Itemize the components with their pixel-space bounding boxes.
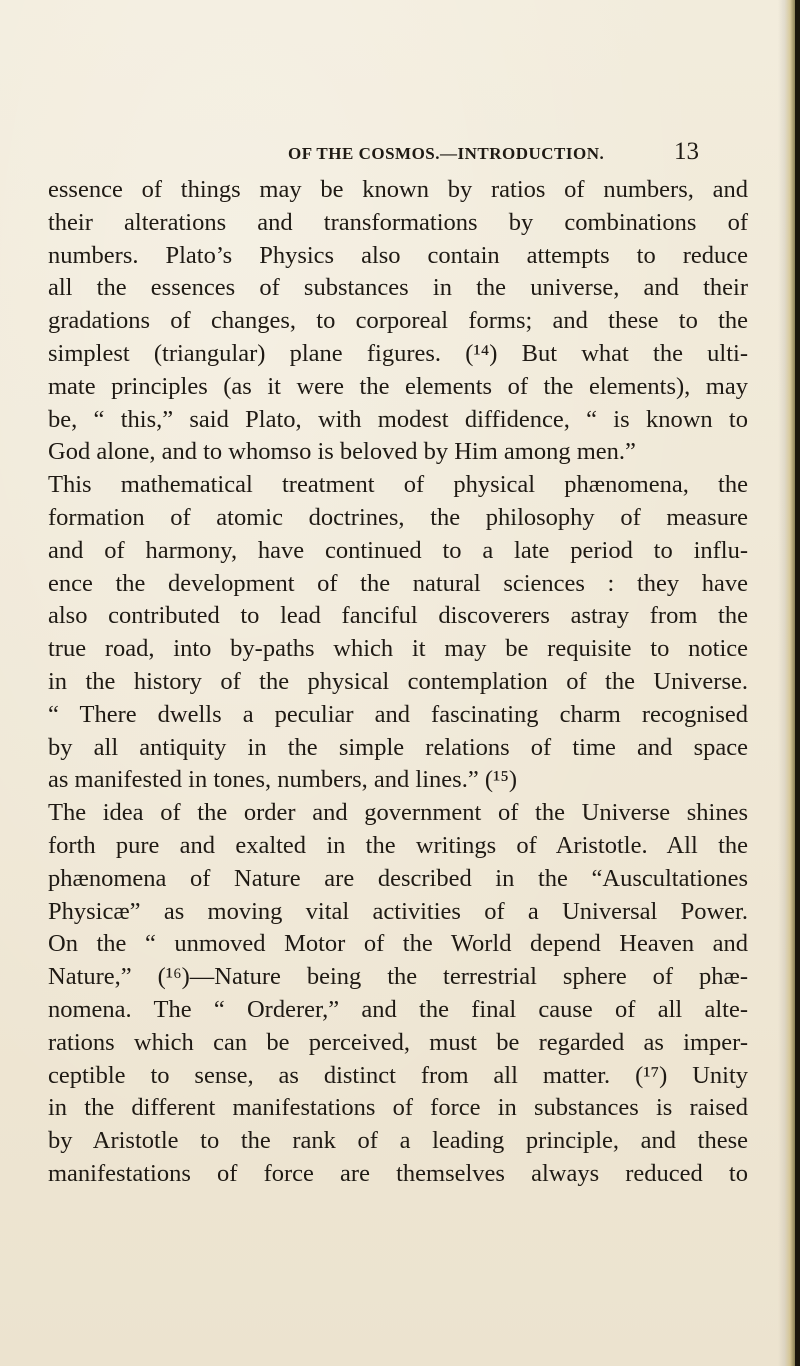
text-line: This mathematical treatment of physical phænomena, the [48, 471, 748, 499]
text-line: their alterations and transformations by combinations of [48, 208, 748, 236]
text-line: On the “ unmoved Motor of the World depend Heaven and [48, 930, 748, 958]
text-line: be, “ this,” said Plato, with modest diffidence, “ is known to [48, 405, 748, 433]
text-line: ceptible to sense, as distinct from all matter. (¹⁷) Unity [48, 1061, 748, 1089]
text-line: nomena. The “ Orderer,” and the final cause of all alte- [48, 995, 748, 1023]
text-line: The idea of the order and government of the Universe shines [48, 799, 748, 827]
text-line: and of harmony, have continued to a late period to influ- [48, 536, 748, 564]
text-line: gradations of changes, to corporeal forms; and these to the [48, 307, 748, 335]
text-line: Nature,” (¹⁶)—Nature being the terrestrial sphere of phæ- [48, 963, 748, 991]
running-head: OF THE COSMOS.—INTRODUCTION. [288, 144, 605, 163]
page-number: 13 [674, 138, 699, 165]
page-header [0, 138, 800, 168]
text-line: in the history of the physical contemplation of the Universe. [48, 667, 748, 695]
text-line: by all antiquity in the simple relations of time and space [48, 733, 748, 761]
text-line: ence the development of the natural sciences : they have [48, 569, 748, 597]
text-line: mate principles (as it were the elements of the elements), may [48, 372, 748, 400]
text-line: numbers. Plato’s Physics also contain attempts to reduce [48, 241, 748, 269]
text-line: Physicæ” as moving vital activities of a Universal Power. [48, 897, 748, 925]
text-line: God alone, and to whomso is beloved by Him among men.” [48, 438, 636, 466]
text-line: as manifested in tones, numbers, and lines.” (¹⁵) [48, 766, 518, 794]
text-line: manifestations of force are themselves always reduced to [48, 1159, 748, 1187]
text-line: by Aristotle to the rank of a leading principle, and these [48, 1127, 748, 1155]
text-line: true road, into by-paths which it may be requisite to notice [48, 635, 748, 663]
body-text [48, 174, 748, 1191]
page-binding-edge [778, 0, 800, 1366]
text-line: also contributed to lead fanciful discoverers astray from the [48, 602, 748, 630]
text-line: formation of atomic doctrines, the philosophy of measure [48, 503, 748, 531]
text-line: forth pure and exalted in the writings of Aristotle. All the [48, 831, 748, 859]
text-line: in the different manifestations of force in substances is raised [48, 1094, 748, 1122]
text-line: “ There dwells a peculiar and fascinating charm recognised [48, 700, 748, 728]
text-line: phænomena of Nature are described in the “Auscultationes [48, 864, 748, 892]
text-line: essence of things may be known by ratios of numbers, and [48, 176, 748, 203]
text-line: rations which can be perceived, must be regarded as imper- [48, 1028, 748, 1056]
text-line: simplest (triangular) plane figures. (¹⁴) But what the ulti- [48, 339, 748, 367]
text-line: all the essences of substances in the universe, and their [48, 274, 748, 302]
